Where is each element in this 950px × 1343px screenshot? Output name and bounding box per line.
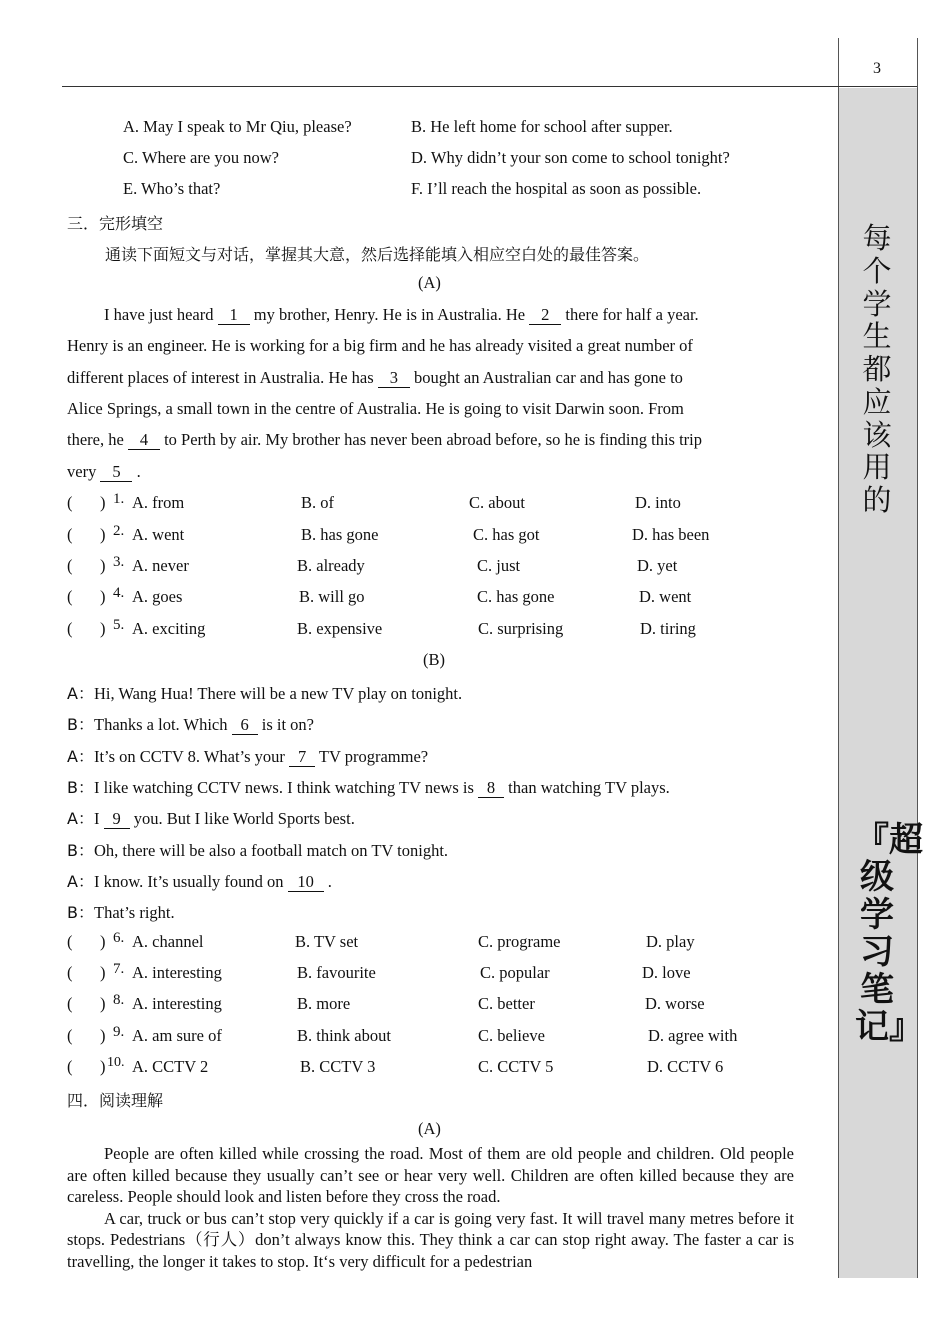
- blank-8: 8: [478, 779, 504, 798]
- option-a: A. May I speak to Mr Qiu, please?: [123, 117, 352, 136]
- question-number: 3.: [113, 554, 125, 570]
- passage-a-line3: different places of interest in Australia. He has 3 bought an Australian car and has gone to: [67, 368, 683, 387]
- page-number: 3: [873, 60, 881, 77]
- passage-a-line2: Henry is an engineer. He is working for a big firm and he has already visited a great number of: [67, 336, 693, 355]
- blank-5: 5: [100, 463, 132, 482]
- option-b: B. He left home for school after supper.: [411, 117, 673, 136]
- reading-paragraph-1: People are often killed while crossing the road. Most of them are old people and children. Old people are often killed because they usually can’t see or hear very well. Children are often killed because they are careless. People should look and listen before they cross the road.: [67, 1144, 794, 1207]
- side-banner-bottom-text: 『超级学习笔记』: [855, 820, 923, 1047]
- blank-3: 3: [378, 369, 410, 388]
- blank-10: 10: [288, 873, 324, 892]
- question-number: 5.: [113, 617, 125, 633]
- section4-part-a-label: (A): [418, 1119, 441, 1138]
- blank-6: 6: [232, 716, 258, 735]
- blank-2: 2: [529, 306, 561, 325]
- passage-a-line6: very 5 .: [67, 462, 141, 481]
- blank-7: 7: [289, 748, 315, 767]
- part-a-label: (A): [418, 273, 441, 292]
- dialogue-line: A：It’s on CCTV 8. What’s your 7 TV programme?: [67, 747, 429, 766]
- blank-1: 1: [218, 306, 250, 325]
- question-number: 10.: [107, 1055, 125, 1070]
- question-number: 9.: [113, 1024, 125, 1040]
- section4-heading: 四．阅读理解: [67, 1091, 164, 1110]
- question-number: 8.: [113, 992, 125, 1008]
- dialogue-line: B：Thanks a lot. Which 6 is it on?: [67, 715, 314, 734]
- option-c: C. Where are you now?: [123, 148, 279, 167]
- header-rule: [62, 86, 917, 87]
- section3-instruction: 通读下面短文与对话，掌握其大意，然后选择能填入相应空白处的最佳答案。: [105, 245, 650, 264]
- passage-a-line5: there, he 4 to Perth by air. My brother has never been abroad before, so he is finding this trip: [67, 430, 703, 449]
- passage-a-line1: I have just heard 1 my brother, Henry. He is in Australia. He 2 there for half a year.: [104, 305, 699, 324]
- dialogue-line: A：I 9 you. But I like World Sports best.: [67, 809, 355, 828]
- option-f: F. I’ll reach the hospital as soon as possible.: [411, 179, 702, 198]
- question-number: 4.: [113, 585, 125, 601]
- option-d: D. Why didn’t your son come to school tonight?: [411, 148, 730, 167]
- blank-9: 9: [104, 810, 130, 829]
- reading-passage: [67, 1143, 794, 1273]
- reading-paragraph-2: A car, truck or bus can’t stop very quickly if a car is going very fast. It will travel many metres before it stops. Pedestrians（行人）don’t always know this. They think a car can stop right away. The faster a car is travelling, the longer it takes to stop. It‘s very difficult for a pedestrian: [67, 1208, 794, 1271]
- dialogue-line: B：That’s right.: [67, 903, 175, 922]
- part-b-label: (B): [423, 650, 445, 669]
- question-number: 2.: [113, 523, 125, 539]
- question-number: 6.: [113, 930, 125, 946]
- question-number: 7.: [113, 961, 125, 977]
- blank-4: 4: [128, 431, 160, 450]
- dialogue-line: B：I like watching CCTV news. I think watching TV news is 8 than watching TV plays.: [67, 778, 670, 797]
- section3-heading: 三．完形填空: [67, 214, 164, 233]
- dialogue-line: B：Oh, there will be also a football match on TV tonight.: [67, 841, 449, 860]
- question-number: 1.: [113, 491, 125, 507]
- dialogue-line: A：I know. It’s usually found on 10 .: [67, 872, 332, 891]
- dialogue-line: A：Hi, Wang Hua! There will be a new TV play on tonight.: [67, 684, 463, 703]
- option-e: E. Who’s that?: [123, 179, 221, 198]
- side-banner-top-text: 每个学生都应该用的: [862, 221, 892, 518]
- passage-a-line4: Alice Springs, a small town in the centre of Australia. He is going to visit Darwin soon. From: [67, 399, 684, 418]
